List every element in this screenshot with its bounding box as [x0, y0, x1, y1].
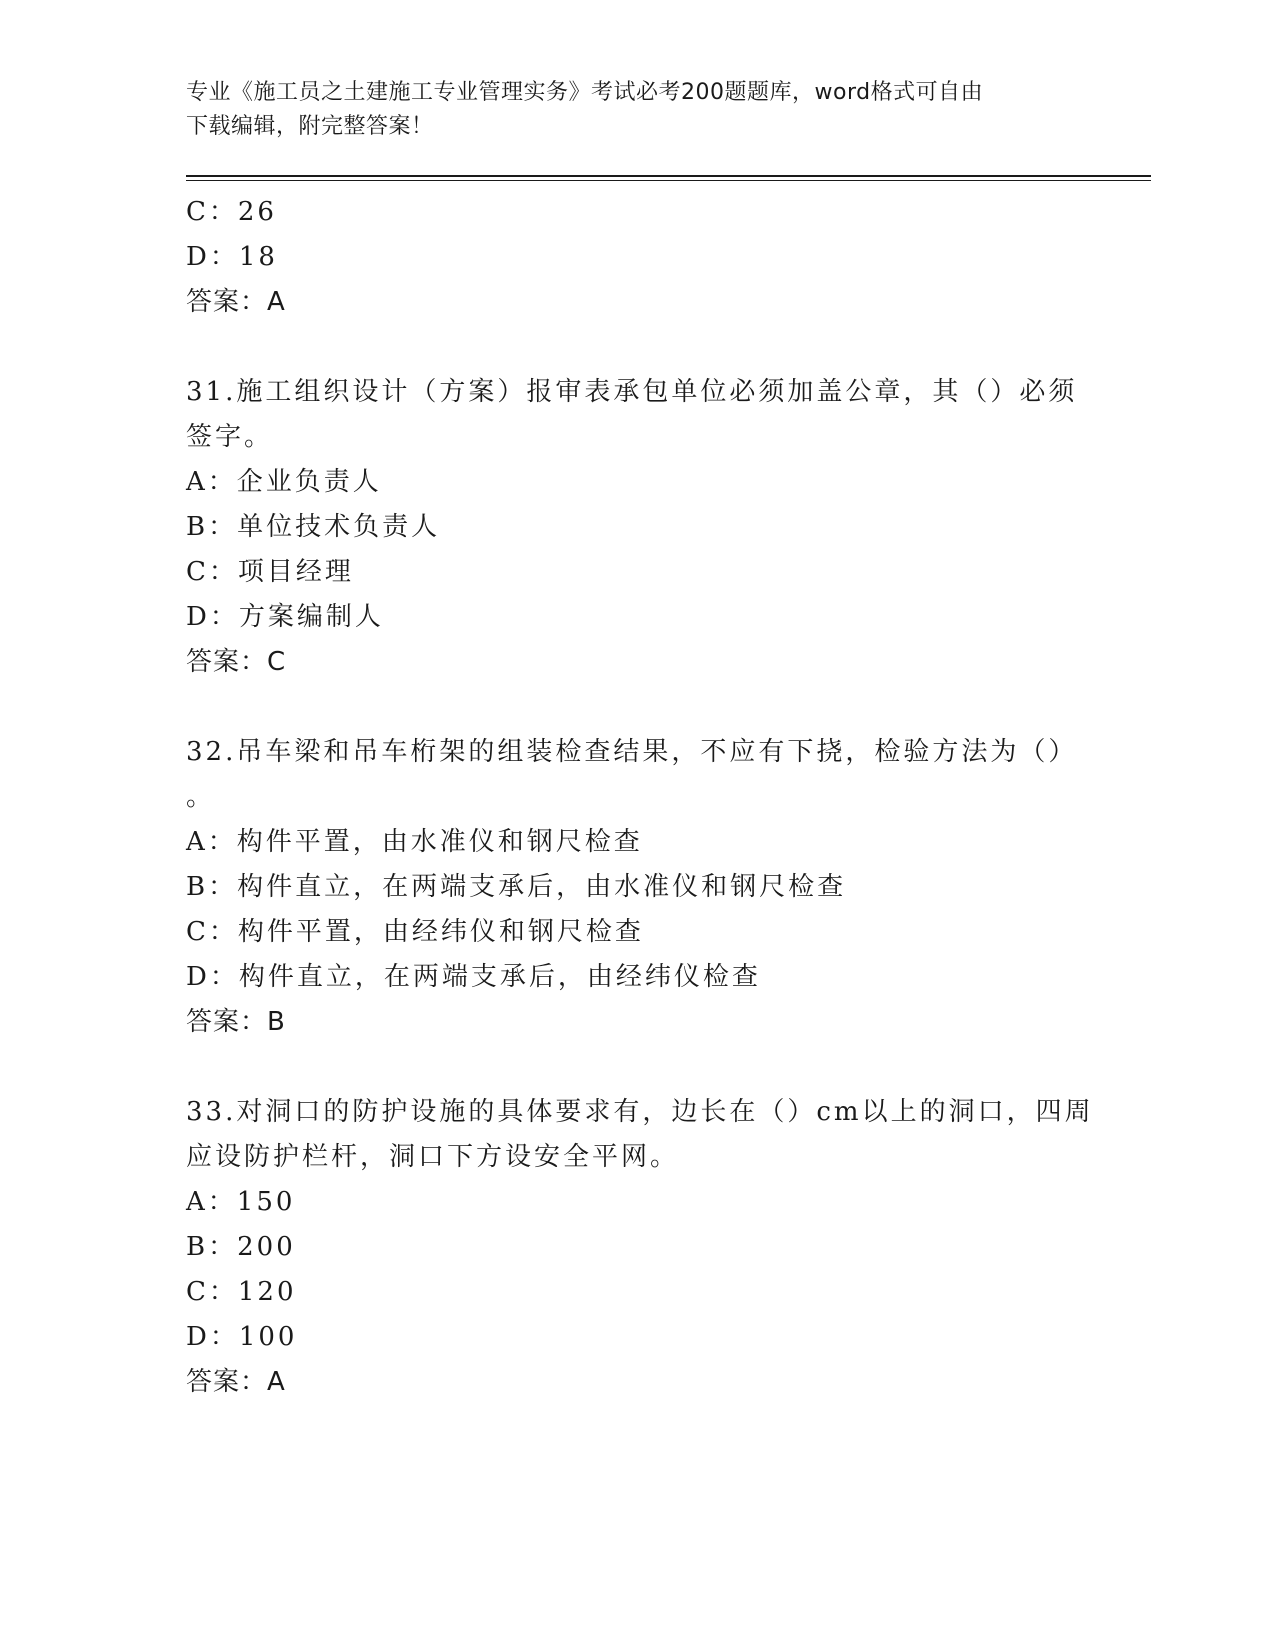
header-line-1: 专业《施工员之土建施工专业管理实务》考试必考200题题库，word格式可自由 [186, 80, 984, 105]
option-b: B：构件直立，在两端支承后，由水准仪和钢尺检查 [186, 872, 847, 902]
option-d: D：18 [186, 242, 278, 272]
question-33 [186, 1090, 1094, 1405]
spacer [186, 685, 1086, 730]
header-divider-thick [186, 175, 1151, 177]
answer-line: 答案：C [186, 647, 287, 677]
question-32 [186, 730, 1086, 1045]
option-d: D：构件直立，在两端支承后，由经纬仪检查 [186, 962, 761, 992]
option-c: C：构件平置，由经纬仪和钢尺检查 [186, 917, 644, 947]
header-divider-thin [186, 180, 1151, 181]
option-d: D：100 [186, 1322, 298, 1352]
option-a: A：企业负责人 [186, 467, 382, 497]
option-c: C：120 [186, 1277, 297, 1307]
answer-line: 答案：A [186, 1367, 286, 1397]
question-text-line-2: 签字。 [186, 422, 274, 452]
question-text-line-2: 。 [186, 782, 216, 812]
question-31 [186, 370, 1086, 685]
question-text-line-1: 33.对洞口的防护设施的具体要求有，边长在（）cm以上的洞口，四周 [186, 1097, 1094, 1127]
answer-line: 答案：A [186, 287, 286, 317]
question-text-line-1: 32.吊车梁和吊车桁架的组装检查结果，不应有下挠，检验方法为（） [186, 737, 1078, 767]
option-c: C：26 [186, 197, 277, 227]
option-a: A：150 [186, 1187, 296, 1217]
spacer [186, 1045, 1086, 1090]
question-30-tail [186, 190, 1086, 325]
option-d: D：方案编制人 [186, 602, 384, 632]
question-text-line-2: 应设防护栏杆，洞口下方设安全平网。 [186, 1142, 680, 1172]
option-b: B：单位技术负责人 [186, 512, 441, 542]
answer-line: 答案：B [186, 1007, 286, 1037]
option-c: C：项目经理 [186, 557, 354, 587]
spacer [186, 325, 1086, 370]
header-line-2: 下载编辑，附完整答案！ [186, 114, 434, 139]
question-text-line-1: 31.施工组织设计（方案）报审表承包单位必须加盖公章，其（）必须 [186, 377, 1078, 407]
option-a: A：构件平置，由水准仪和钢尺检查 [186, 827, 643, 857]
question-list [186, 190, 1094, 1405]
page-header [186, 76, 1066, 144]
option-b: B：200 [186, 1232, 296, 1262]
